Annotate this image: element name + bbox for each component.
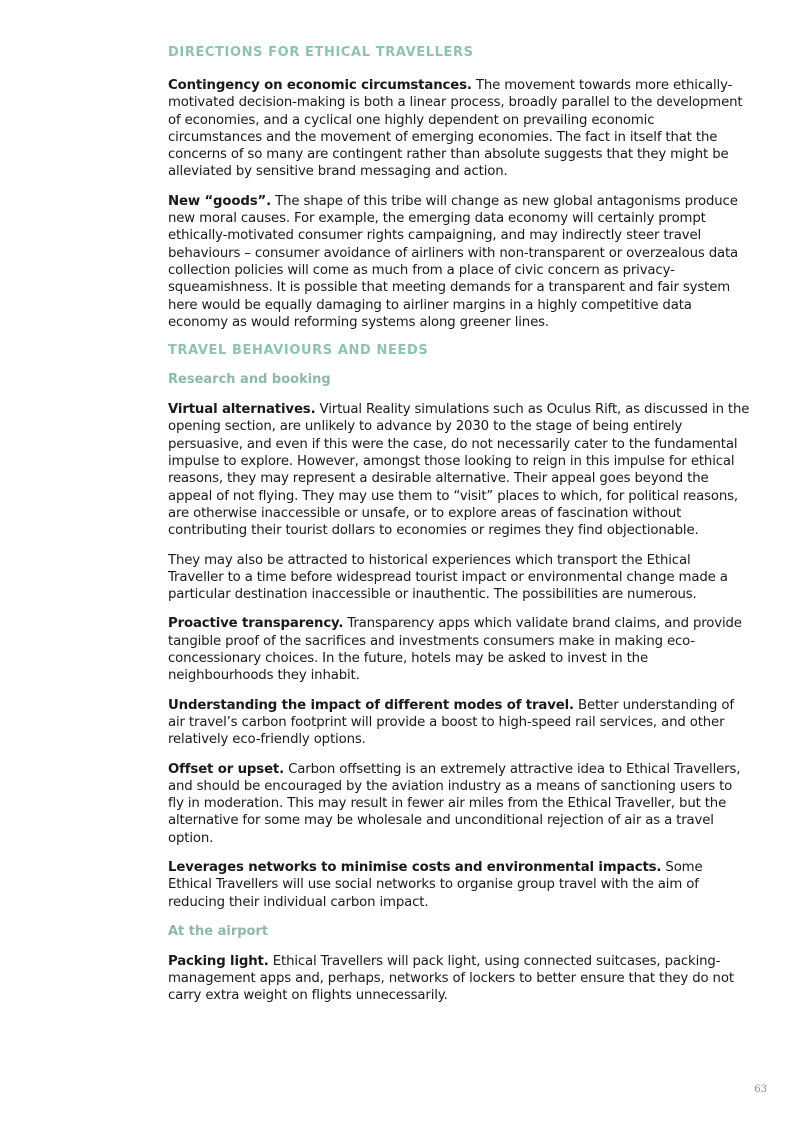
paragraph-virtual-alternatives bbox=[168, 401, 750, 539]
section-heading-travel: TRAVEL BEHAVIOURS AND NEEDS bbox=[168, 343, 429, 359]
section-heading-directions: DIRECTIONS FOR ETHICAL TRAVELLERS bbox=[168, 45, 474, 60]
paragraph-lead: Leverages networks to minimise costs and environmental impacts. bbox=[168, 859, 662, 875]
paragraph-proactive-transparency bbox=[168, 615, 750, 684]
paragraph-packing-light bbox=[168, 953, 750, 1005]
paragraph-lead: Understanding the impact of different modes of travel. bbox=[168, 697, 574, 713]
paragraph-lead: Proactive transparency. bbox=[168, 616, 344, 632]
paragraph-text: Virtual Reality simulations such as Oculus Rift, as discussed in the opening section, are unlikely to advance by 2030 to the stage of being entirely persuasive, and even if this were the case, do not necessarily cater to the fundamental impulse to explore. However, amongst those looking to reign in this impulse for ethical reasons, they may represent a desirable alternative. Their appeal goes beyond the appeal of not flying. They may use them to “visit” places to which, for political reasons, are otherwise inaccessible or unsafe, or to explore areas of fascination without contributing their tourist dollars to economies or regimes they find objectionable. bbox=[168, 402, 750, 539]
paragraph-text: They may also be attracted to historical experiences which transport the Ethical Traveller to a time before widespread tourist impact or environmental change made a particular destination inaccessible or inauthentic. The possibilities are numerous. bbox=[168, 552, 728, 603]
paragraph-lead: Packing light. bbox=[168, 953, 269, 969]
paragraph-text: The movement towards more ethically-motivated decision-making is both a linear process, broadly parallel to the development of economies, and a cyclical one highly dependent on prevailing economic circumstances and the movement of emerging economies. The fact in itself that the concerns of so many are contingent rather than absolute suggests that they might be alleviated by sensitive brand messaging and action. bbox=[168, 78, 743, 180]
paragraph-lead: Contingency on economic circumstances. bbox=[168, 78, 472, 93]
page-number: 63 bbox=[754, 1084, 767, 1095]
paragraph-modes-of-travel bbox=[168, 697, 750, 749]
paragraph-offset bbox=[168, 761, 750, 847]
paragraph-contingency bbox=[168, 77, 750, 181]
subheading-research: Research and booking bbox=[168, 372, 331, 388]
paragraph-new-goods bbox=[168, 193, 750, 331]
paragraph-text: Better understanding of air travel’s carbon footprint will provide a boost to high-speed rail services, and other relatively eco-friendly options. bbox=[168, 697, 734, 748]
paragraph-text: Ethical Travellers will pack light, using connected suitcases, packing-management apps and, perhaps, networks of lockers to better ensure that they do not carry extra weight on flights unnecessarily. bbox=[168, 953, 734, 1004]
paragraph-lead: Virtual alternatives. bbox=[168, 402, 316, 418]
subheading-airport: At the airport bbox=[168, 923, 269, 939]
paragraph-text: Transparency apps which validate brand claims, and provide tangible proof of the sacrifices and investments consumers make in making eco-concessionary choices. In the future, hotels may be asked to invest in the neighbourhoods they inhabit. bbox=[168, 616, 742, 684]
paragraph-historical bbox=[168, 552, 750, 604]
page-content bbox=[168, 44, 750, 1017]
paragraph-text: Carbon offsetting is an extremely attractive idea to Ethical Travellers, and should be encouraged by the aviation industry as a means of sanctioning users to fly in moderation. This may result in fewer air miles from the Ethical Traveller, but the alternative for some may be wholesale and unconditional rejection of air as a travel option. bbox=[168, 761, 741, 846]
paragraph-lead: Offset or upset. bbox=[168, 761, 285, 777]
paragraph-text: Some Ethical Travellers will use social networks to organise group travel with the aim of reducing their individual carbon impact. bbox=[168, 859, 703, 910]
paragraph-lead: New “goods”. bbox=[168, 193, 272, 209]
paragraph-text: The shape of this tribe will change as new global antagonisms produce new moral causes. For example, the emerging data economy will certainly prompt ethically-motivated consumer rights campaigning, and may indirectly steer travel behaviours – consumer avoidance of airliners with non-transparent or overzealous data collection policies will come as much from a place of civic concern as privacy-squeamishness. It is possible that meeting demands for a transparent and fair system here would be equally damaging to airliner margins in a highly competitive data economy as would reforming systems along greener lines. bbox=[168, 193, 739, 330]
paragraph-networks bbox=[168, 859, 750, 911]
